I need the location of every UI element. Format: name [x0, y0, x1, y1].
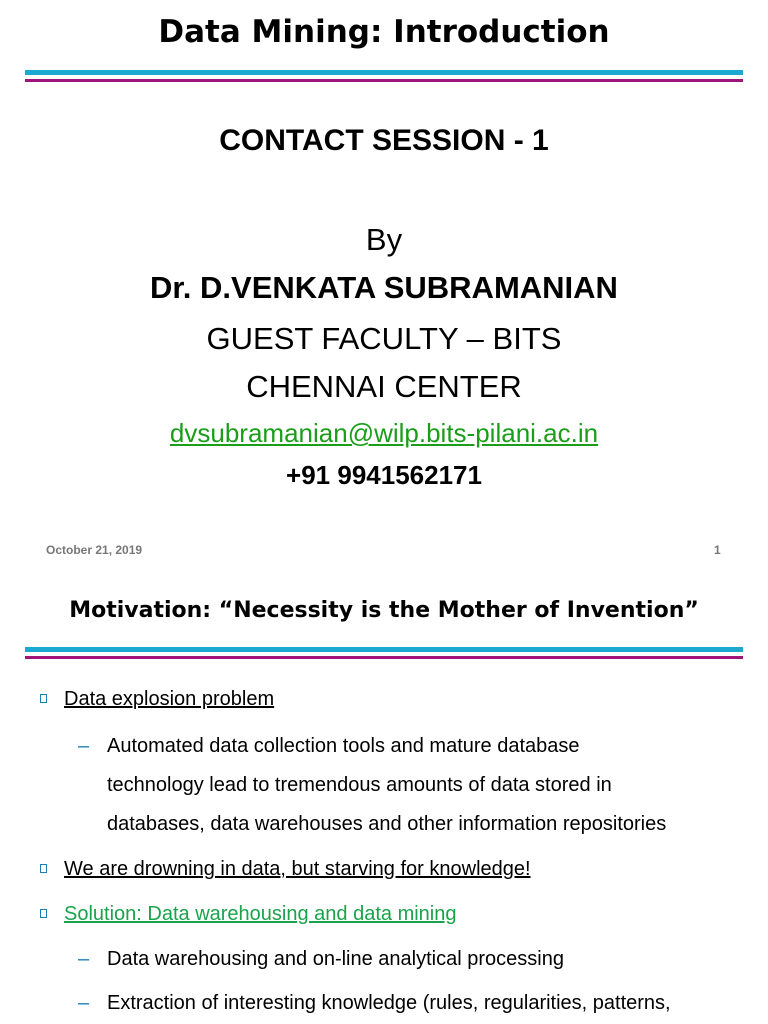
email-link[interactable]: dvsubramanian@wilp.bits-pilani.ac.in — [169, 418, 599, 448]
sub-bullet-line: Automated data collection tools and mature database — [107, 735, 580, 757]
title-rule-cyan — [25, 70, 743, 75]
dash-bullet-icon: – — [78, 735, 90, 757]
square-bullet-icon — [40, 694, 47, 703]
square-bullet-icon — [40, 909, 47, 918]
sub-bullet-line: technology lead to tremendous amounts of data stored in — [107, 774, 612, 796]
bullet-text: Data explosion problem — [64, 688, 275, 710]
slide-title: Data Mining: Introduction — [158, 14, 610, 50]
page-number: 1 — [714, 543, 721, 557]
title-rule-purple — [25, 656, 743, 659]
dash-bullet-icon: – — [78, 992, 90, 1014]
presenter-role: GUEST FACULTY – BITS — [206, 321, 562, 356]
slide-title: Motivation: “Necessity is the Mother of Invention” — [69, 598, 699, 623]
sub-bullet-line: databases, data warehouses and other information repositories — [107, 813, 667, 835]
bullet-link-text[interactable]: Solution: Data warehousing and data mining — [64, 903, 457, 925]
presenter-center: CHENNAI CENTER — [246, 369, 522, 404]
title-rule-cyan — [25, 647, 743, 652]
session-heading: CONTACT SESSION - 1 — [219, 124, 549, 157]
sub-bullet-line: Data warehousing and on-line analytical processing — [107, 948, 564, 970]
bullet-text: We are drowning in data, but starving for knowledge! — [64, 858, 531, 880]
title-rule-purple — [25, 79, 743, 82]
dash-bullet-icon: – — [78, 948, 90, 970]
phone-number: +91 9941562171 — [286, 460, 482, 490]
slide-date: October 21, 2019 — [46, 543, 143, 557]
by-label: By — [365, 222, 403, 257]
motivation-slide — [0, 590, 768, 1024]
square-bullet-icon — [40, 864, 47, 873]
presenter-name: Dr. D.VENKATA SUBRAMANIAN — [150, 270, 618, 305]
sub-bullet-line: Extraction of interesting knowledge (rules, regularities, patterns, — [107, 992, 671, 1014]
